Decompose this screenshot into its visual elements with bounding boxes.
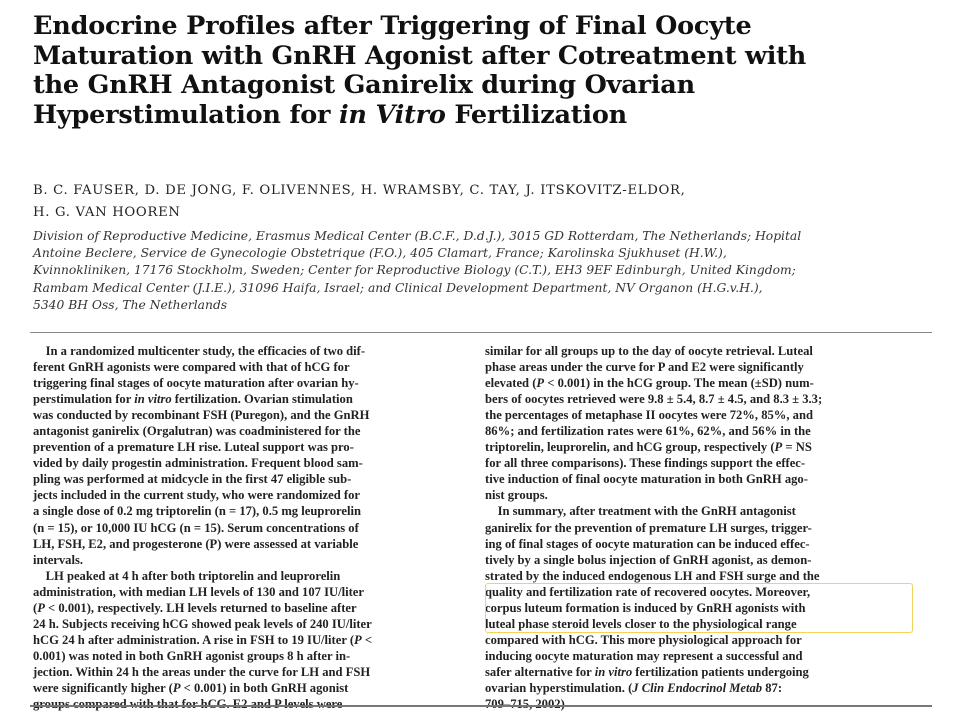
footer-divider — [30, 705, 932, 707]
text-segment: corpus luteum formation is induced by GnRH agonists with — [485, 600, 806, 615]
title-line — [33, 42, 933, 72]
text-segment: 86%; and fertilization rates were 61%, 62%, and 56% in the — [485, 424, 811, 439]
author-list — [33, 180, 933, 224]
text-segment: < 0.001) in both GnRH agonist — [180, 680, 349, 695]
text-segment: elevated ( — [485, 376, 537, 391]
text-segment: was conducted by recombinant FSH (Puregon), and the GnRH — [33, 408, 370, 423]
text-segment: < 0.001) in the hCG group. The mean (±SD) num- — [544, 376, 814, 391]
abstract-line — [33, 407, 463, 423]
abstract-line — [33, 391, 463, 407]
text-segment: compared with hCG. This more physiological approach for — [485, 632, 802, 647]
text-segment: were significantly higher ( — [33, 680, 173, 695]
abstract-line — [485, 632, 915, 648]
text-segment: inducing oocyte maturation may represent a successful and — [485, 648, 803, 663]
text-segment: ferent GnRH agonists were compared with that of hCG for — [33, 360, 350, 375]
abstract-line — [485, 648, 915, 664]
author-line: B. C. FAUSER, D. DE JONG, F. OLIVENNES, H. WRAMSBY, C. TAY, J. ITSKOVITZ-ELDOR, — [33, 183, 686, 198]
italic-text: P — [774, 440, 783, 455]
italic-text: in Vitro — [338, 99, 446, 130]
text-segment: In summary, after treatment with the GnRH antagonist — [485, 504, 796, 519]
text-segment: the percentages of metaphase II oocytes were 72%, 85%, and — [485, 408, 813, 423]
text-segment: tively by a single bolus injection of GnRH agonist, as demon- — [485, 552, 812, 567]
section-divider — [30, 332, 932, 333]
text-segment: = NS — [782, 440, 812, 455]
text-segment: Fertilization — [445, 99, 628, 130]
text-segment: ovarian hyperstimulation. ( — [485, 680, 633, 695]
text-segment: fertilization patients undergoing — [632, 664, 809, 679]
text-segment: tive induction of final oocyte maturation in both GnRH ago- — [485, 472, 808, 487]
text-segment: fertilization. Ovarian stimulation — [171, 392, 353, 407]
abstract-line — [485, 664, 915, 680]
text-segment: the GnRH Antagonist Ganirelix during Ovarian — [33, 70, 695, 100]
text-segment: antagonist ganirelix (Orgalutran) was coadministered for the — [33, 424, 361, 439]
text-segment: strated by the induced endogenous LH and FSH surge and the — [485, 568, 820, 583]
abstract-line — [33, 584, 463, 600]
abstract-line — [33, 536, 463, 552]
title-line — [33, 12, 933, 42]
text-segment: LH peaked at 4 h after both triptorelin and leuprorelin — [33, 568, 341, 583]
abstract-line — [33, 600, 463, 616]
text-segment: triggering final stages of oocyte maturation after ovarian hy- — [33, 376, 359, 391]
abstract-line — [33, 664, 463, 680]
text-segment: a single dose of 0.2 mg triptorelin (n = 17), 0.5 mg leuprorelin — [33, 504, 361, 519]
italic-text: J Clin Endocrinol Metab — [632, 680, 763, 695]
abstract-line — [485, 423, 915, 439]
abstract-line — [33, 552, 463, 568]
text-segment: luteal phase steroid levels closer to the physiological range — [485, 616, 797, 631]
text-segment: similar for all groups up to the day of oocyte retrieval. Luteal — [485, 344, 813, 358]
abstract-line — [485, 487, 915, 503]
text-segment: ( — [33, 600, 38, 615]
abstract-line — [33, 680, 463, 696]
abstract-line — [485, 536, 915, 552]
author-line: H. G. VAN HOOREN — [33, 205, 181, 220]
abstract-line — [33, 471, 463, 487]
text-segment: < 0.001), respectively. LH levels returned to baseline after — [44, 600, 357, 615]
text-segment: 87: — [762, 680, 783, 695]
abstract-line — [485, 600, 915, 616]
abstract-line — [485, 584, 915, 600]
title-line — [33, 71, 933, 101]
text-segment: prevention of a premature LH rise. Luteal support was pro- — [33, 440, 354, 455]
abstract-line — [485, 375, 915, 391]
abstract-line — [33, 375, 463, 391]
abstract-line — [33, 487, 463, 503]
abstract-line — [33, 616, 463, 632]
text-segment: for all three comparisons). These findings support the effec- — [485, 456, 806, 471]
text-segment: ganirelix for the prevention of premature LH surges, trigger- — [485, 520, 812, 535]
italic-text: P — [37, 600, 45, 615]
text-segment: quality and fertilization rate of recovered oocytes. Moreover, — [485, 584, 811, 599]
text-segment: jection. Within 24 h the areas under the curve for LH and FSH — [33, 664, 371, 679]
text-segment: administration, with median LH levels of 130 and 107 IU/liter — [33, 584, 364, 599]
abstract-line — [33, 455, 463, 471]
abstract-right-column — [485, 343, 915, 712]
italic-text: P — [536, 376, 545, 391]
affiliation-line: Antoine Beclere, Service de Gynecologie Obstetrique (F.O.), 405 Clamart, France; Karolinska Sjukhuset (H.W.), — [33, 246, 727, 261]
affiliation-line: Rambam Medical Center (J.I.E.), 31096 Haifa, Israel; and Clinical Development Department, NV Organon (H.G.v.H.), — [33, 280, 763, 295]
abstract-line — [485, 359, 915, 375]
text-segment: phase areas under the curve for P and E2 were significantly — [485, 360, 804, 375]
text-segment: bers of oocytes retrieved were 9.8 ± 5.4, 8.7 ± 4.5, and 8.3 ± 3.3; — [485, 392, 823, 407]
italic-text: P — [172, 680, 181, 695]
abstract-line — [485, 616, 915, 632]
text-segment: pling was performed at midcycle in the first 47 eligible sub- — [33, 472, 352, 487]
abstract-line — [485, 391, 915, 407]
abstract-line — [33, 632, 463, 648]
abstract-line — [33, 520, 463, 536]
italic-text: in vitro — [134, 392, 172, 407]
text-segment: triptorelin, leuprorelin, and hCG group, respectively ( — [485, 440, 775, 455]
abstract-line — [485, 455, 915, 471]
text-segment: In a randomized multicenter study, the efficacies of two dif- — [33, 344, 366, 358]
text-segment: intervals. — [33, 552, 84, 567]
text-segment: (n = 15), or 10,000 IU hCG (n = 15). Serum concentrations of — [33, 520, 359, 535]
affiliation-line: Kvinnokliniken, 17176 Stockholm, Sweden; Center for Reproductive Biology (C.T.), EH3 9EF Edinburgh, United Kingdom; — [33, 263, 796, 278]
text-segment: 24 h. Subjects receiving hCG showed peak levels of 240 IU/liter — [33, 616, 372, 631]
italic-text: P — [354, 632, 362, 647]
text-segment: < — [361, 632, 373, 647]
affiliation-line: Division of Reproductive Medicine, Erasmus Medical Center (B.C.F., D.d.J.), 3015 GD Rotterdam, The Netherlands; Hopital — [33, 229, 802, 243]
affiliations — [33, 228, 938, 314]
text-segment: 0.001) was noted in both GnRH agonist groups 8 h after in- — [33, 648, 351, 663]
abstract-line — [485, 568, 915, 584]
text-segment: Endocrine Profiles after Triggering of Final Oocyte — [33, 11, 752, 41]
abstract-line — [33, 423, 463, 439]
abstract-left-column — [33, 343, 463, 712]
paper-title — [33, 12, 933, 130]
abstract-line — [485, 439, 915, 455]
abstract-line — [485, 407, 915, 423]
abstract-line — [33, 568, 463, 584]
abstract-line — [485, 680, 915, 696]
text-segment: vided by daily progestin administration. Frequent blood sam- — [33, 456, 363, 471]
text-segment: ing of final stages of oocyte maturation can be induced effec- — [485, 536, 810, 551]
abstract-line — [33, 648, 463, 664]
abstract-line — [485, 503, 915, 519]
abstract-line — [33, 359, 463, 375]
italic-text: in vitro — [594, 664, 633, 679]
text-segment: Maturation with GnRH Agonist after Cotreatment with — [33, 40, 807, 71]
text-segment: hCG 24 h after administration. A rise in FSH to 19 IU/liter ( — [33, 632, 355, 647]
text-segment: LH, FSH, E2, and progesterone (P) were assessed at variable — [33, 536, 359, 551]
abstract-line — [485, 552, 915, 568]
text-segment: Hyperstimulation for — [33, 99, 339, 130]
abstract-line — [485, 343, 915, 359]
title-line — [33, 101, 933, 131]
abstract-line — [485, 471, 915, 487]
text-segment: jects included in the current study, who were randomized for — [33, 488, 360, 503]
text-segment: safer alternative for — [485, 664, 595, 679]
abstract-line — [33, 439, 463, 455]
abstract-line — [33, 503, 463, 519]
abstract-line — [485, 520, 915, 536]
affiliation-line: 5340 BH Oss, The Netherlands — [33, 297, 228, 312]
abstract-line — [33, 343, 463, 359]
text-segment: nist groups. — [485, 488, 548, 503]
text-segment: perstimulation for — [33, 392, 135, 407]
